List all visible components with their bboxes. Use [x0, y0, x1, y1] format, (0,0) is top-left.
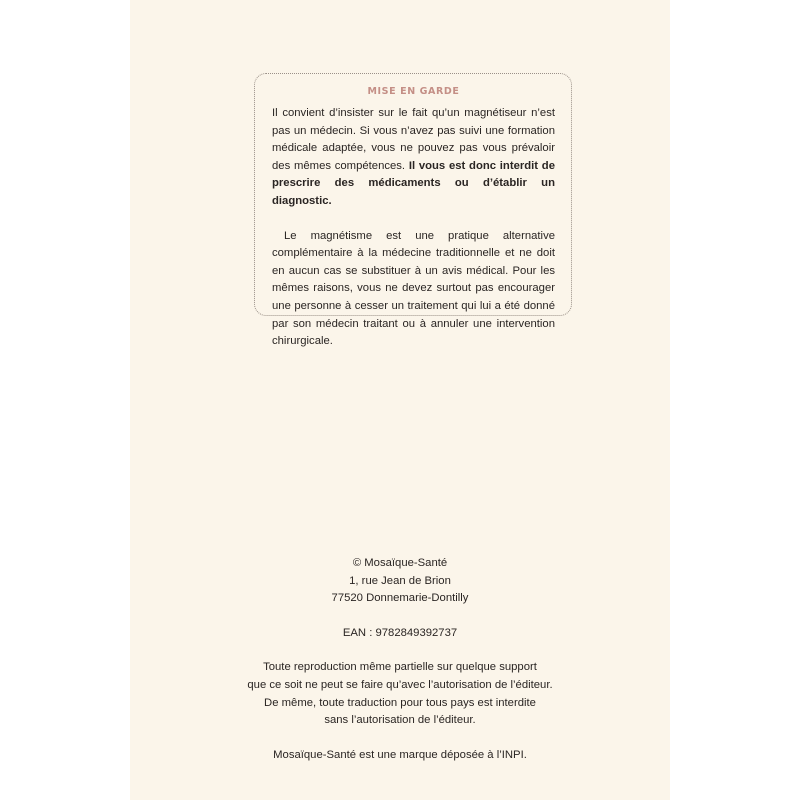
- rights-line-2: que ce soit ne peut se faire qu’avec l’autorisation de l’éditeur.: [247, 678, 553, 691]
- publisher-address-line-1: 1, rue Jean de Brion: [349, 574, 451, 587]
- spacer: [130, 608, 670, 625]
- ean-code: EAN : 9782849392737: [342, 626, 458, 639]
- imprint-block: [130, 555, 670, 764]
- spacer: [130, 730, 670, 747]
- warning-paragraph-1: [272, 105, 555, 211]
- trademark-notice: Mosaïque-Santé est une marque déposée à l’INPI.: [273, 748, 527, 761]
- spacer: [130, 642, 670, 659]
- warning-paragraph-1-text: Il convient d’insister sur le fait qu’un magnétiseur n’est pas un médecin. Si vous n’avez pas suivi une formation médicale adaptée, vous ne pouvez pas vous prévaloir des mêmes compétences.: [272, 107, 555, 172]
- rights-line-3: De même, toute traduction pour tous pays est interdite: [264, 696, 536, 709]
- warning-paragraph-2: Le magnétisme est une pratique alternative complémentaire à la médecine traditionnelle et ne doit en aucun cas se substituer à un avis médical. Pour les mêmes raisons, vous ne devez surtout pas encourager une personne à cesser un traitement qui lui a été donné par son médecin traitant ou à annuler une intervention chirurgicale.: [272, 229, 555, 348]
- warning-title: MISE EN GARDE: [367, 86, 460, 97]
- book-page: [130, 0, 670, 800]
- rights-line-1: Toute reproduction même partielle sur quelque support: [263, 661, 537, 674]
- rights-line-4: sans l’autorisation de l’éditeur.: [324, 714, 476, 727]
- publisher-address-line-2: 77520 Donnemarie-Dontilly: [331, 592, 469, 605]
- warning-paragraph-1-emphasis: Il vous est donc interdit de prescrire des médicaments ou d’établir un diagnostic.: [272, 159, 555, 207]
- publisher-name: © Mosaïque-Santé: [352, 557, 448, 569]
- warning-box: [254, 73, 572, 348]
